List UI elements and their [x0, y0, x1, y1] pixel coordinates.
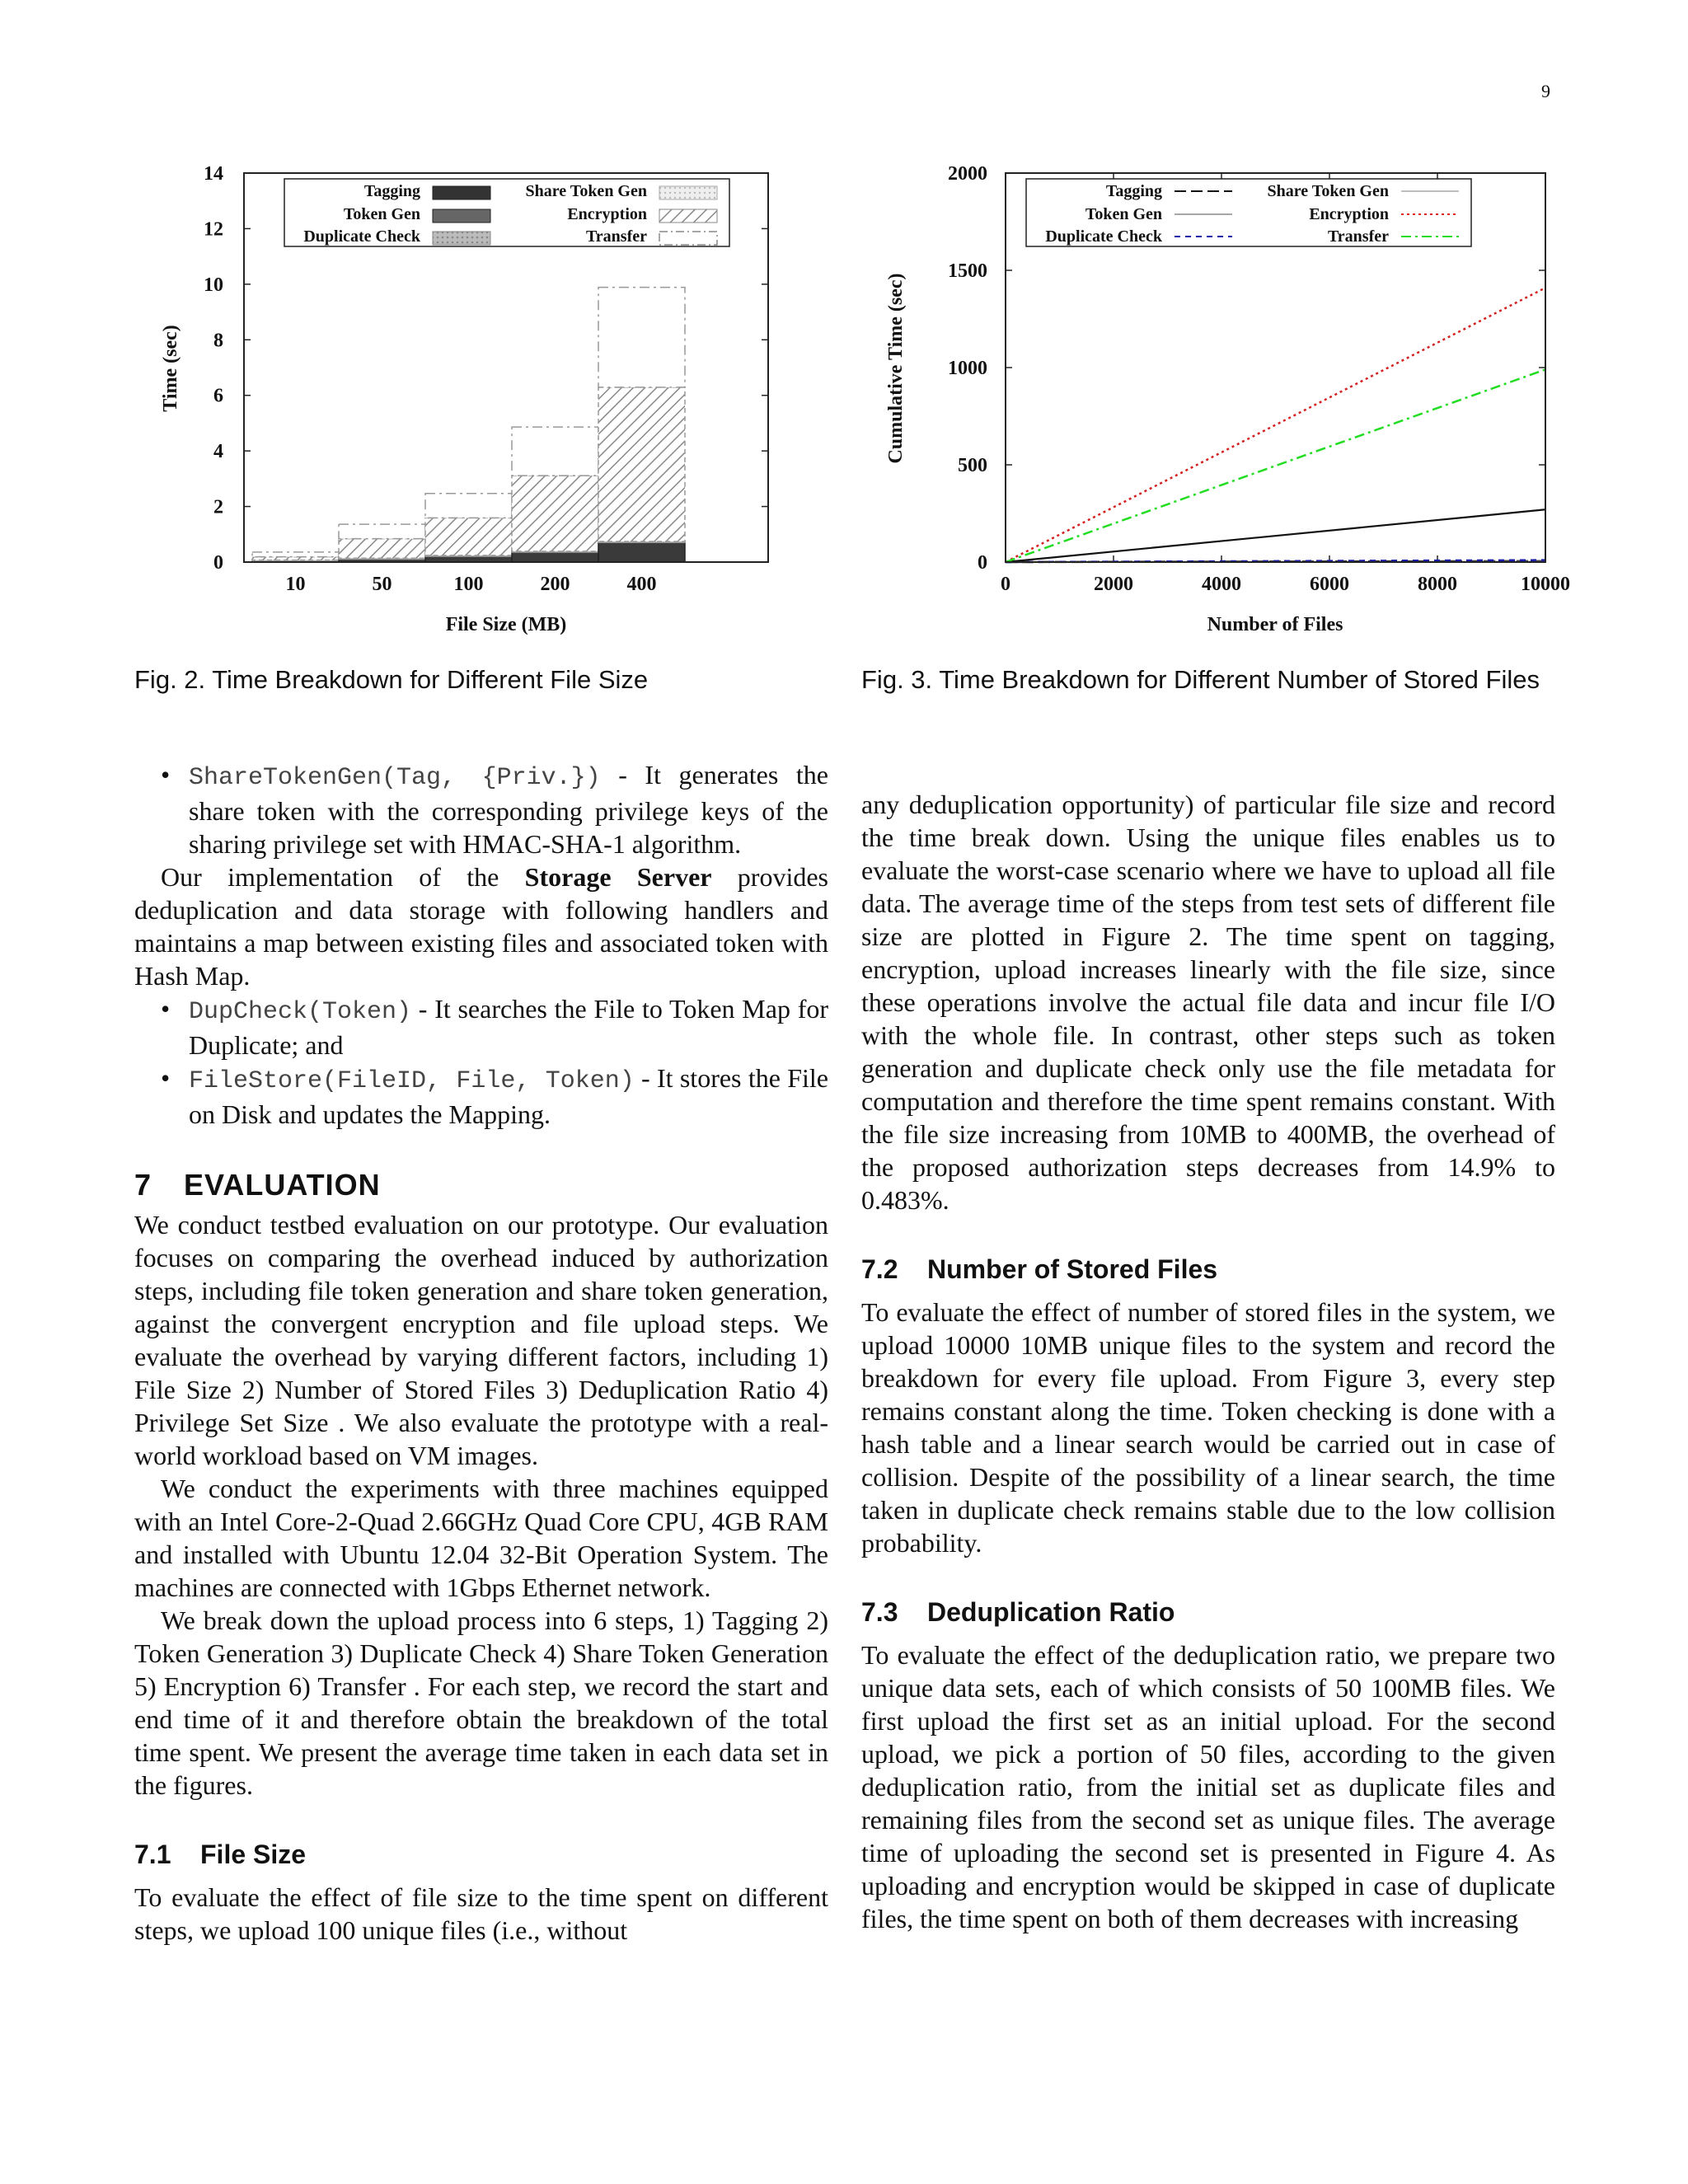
x-tick-label: 10: [285, 574, 306, 595]
subsection-title: File Size: [200, 1840, 307, 1869]
legend-duplicate-check: Duplicate Check: [303, 227, 420, 246]
fig2-caption: Fig. 2. Time Breakdown for Different File Size: [134, 665, 649, 694]
x-tick-label: 100: [453, 574, 484, 595]
fig2-legend: [284, 179, 729, 246]
paragraph: any deduplication opportunity) of particular file size and record the time break down. Using the unique files enables us to evaluate the worst-case scenario where we have to upload all file data. The average time of the steps from test sets of different file size are plotted in Figure 2. The time spent on tagging, encryption, upload increases linearly with the file size, since these operations involve the actual file data and incur file I/O with the whole file. In contrast, other steps such as token generation and duplicate check only use the file metadata for computation and therefore the time spent remains constant. With the file size increasing from 10MB to 400MB, the overhead of the proposed authorization steps decreases from 14.9% to 0.483%.: [861, 790, 1555, 1215]
subsection-heading: [861, 1253, 1555, 1286]
fig2-svg: [148, 161, 791, 647]
paragraph: To evaluate the effect of number of stored files in the system, we upload 10000 10MB unique files to the system and record the breakdown for every file upload. From Figure 3, every step remains constant along the time. Token checking is done with a hash table and a linear search would be carried out in case of collision. Despite of the possibility of a linear search, the time taken in duplicate check remains stable due to the low collision probability.: [861, 1297, 1555, 1558]
figure-3-chart: [874, 161, 1570, 647]
y-tick-label: 500: [958, 455, 987, 476]
bar-segment: [339, 524, 425, 539]
x-tick-label: 400: [626, 574, 657, 595]
bar-segment: [252, 552, 339, 557]
x-tick-label: 10000: [1521, 574, 1570, 595]
y-tick-label: 0: [978, 552, 987, 574]
y-tick-label: 2000: [948, 163, 987, 185]
legend-tagging: Tagging: [1105, 182, 1162, 200]
right-column: [861, 788, 1555, 1935]
legend-swatch-tagging: [433, 186, 490, 199]
fig2-xlabel: File Size (MB): [445, 614, 567, 635]
legend-swatch-share-token-gen: [659, 186, 717, 199]
bullet-text: - It searches the File to Token Map for Duplicate; and: [189, 994, 828, 1060]
subsection-number: 7.3: [861, 1597, 898, 1627]
bullet-text: - It generates the share token with the corresponding privilege keys of the sharing privilege set with HMAC-SHA-1 algorithm.: [189, 760, 828, 859]
fig3-svg: [874, 161, 1570, 647]
y-tick-label: 0: [213, 552, 223, 574]
y-tick-label: 1000: [948, 358, 987, 379]
code-share-token-gen: ShareTokenGen(Tag, {Priv.}): [189, 764, 601, 792]
subsection-heading: [134, 1838, 828, 1871]
x-tick-label: 8000: [1418, 574, 1457, 595]
subsection-heading: [861, 1596, 1555, 1629]
subsection-title: Number of Stored Files: [927, 1254, 1218, 1284]
bullet-list-1: [134, 758, 828, 860]
bar-segment: [512, 427, 598, 476]
list-item: [134, 1062, 828, 1131]
bar-segment: [339, 539, 425, 559]
y-tick-label: 14: [204, 163, 223, 185]
paragraph-text: Our implementation of the: [161, 862, 525, 892]
legend-transfer: Transfer: [585, 227, 647, 246]
legend-swatch-token-gen: [433, 209, 490, 223]
section-title: EVALUATION: [184, 1168, 381, 1202]
x-tick-label: 2000: [1094, 574, 1133, 595]
bar-segment: [425, 494, 512, 518]
bold-term: Storage Server: [524, 862, 712, 892]
paragraph-text: provides deduplication and data storage with following handlers and maintains a map between existing files and associated token with Hash Map.: [134, 862, 828, 991]
legend-swatch-transfer: [659, 232, 717, 245]
left-column: [134, 758, 828, 1947]
section-number: 7: [134, 1168, 152, 1202]
bar-segment: [425, 518, 512, 555]
legend-swatch-encryption: [659, 209, 717, 223]
legend-token-gen: Token Gen: [343, 205, 420, 223]
paragraph: To evaluate the effect of file size to the time spent on different steps, we upload 100 unique files (i.e., without: [134, 1882, 828, 1945]
series-line-encryption: [1006, 288, 1545, 562]
x-tick-label: 4000: [1202, 574, 1241, 595]
bullet-text: - It stores the File on Disk and updates the Mapping.: [189, 1063, 829, 1129]
subsection-number: 7.1: [134, 1840, 171, 1869]
y-tick-label: 4: [213, 441, 223, 463]
fig3-caption: Fig. 3. Time Breakdown for Different Number of Stored Files: [861, 665, 1540, 694]
paragraph: We conduct testbed evaluation on our prototype. Our evaluation focuses on comparing the overhead induced by authorization steps, including file token generation and share token generation, against the convergent encryption and file upload steps. We evaluate the overhead by varying different factors, including 1) File Size 2) Number of Stored Files 3) Deduplication Ratio 4) Privilege Set Size . We also evaluate the prototype with a real-world workload based on VM images.: [134, 1210, 828, 1470]
y-tick-label: 8: [213, 330, 223, 352]
paragraph: We conduct the experiments with three machines equipped with an Intel Core-2-Quad 2.66GHz Quad Core CPU, 4GB RAM and installed with Ubuntu 12.04 32-Bit Operation System. The machines are connected with 1Gbps Ethernet network.: [134, 1474, 828, 1602]
series-line-share-token-gen: [1006, 509, 1545, 562]
code-file-store: FileStore(FileID, File, Token): [189, 1067, 635, 1095]
bar-segment: [512, 552, 598, 562]
paragraph: To evaluate the effect of the deduplication ratio, we prepare two unique data sets, each of which consists of 50 100MB files. We first upload the first set as an initial upload. For the second upload, we pick a portion of 50 files, according to the given deduplication ratio, from the initial set as duplicate files and remaining files from the second set as unique files. The average time of uploading the second set is presented in Figure 4. As uploading and encryption would be skipped in case of duplicate files, the time spent on both of them decreases with increasing: [861, 1640, 1555, 1933]
legend-token-gen: Token Gen: [1085, 205, 1162, 223]
fig3-xlabel: Number of Files: [1207, 614, 1343, 635]
fig3-ylabel: Cumulative Time (sec): [885, 273, 907, 464]
legend-transfer: Transfer: [1327, 227, 1389, 246]
subsection-title: Deduplication Ratio: [927, 1597, 1175, 1627]
bar-segment: [598, 387, 685, 541]
y-tick-label: 2: [213, 496, 223, 518]
bar-segment: [598, 288, 685, 387]
legend-share-token-gen: Share Token Gen: [1267, 182, 1389, 200]
legend-encryption: Encryption: [1309, 205, 1389, 223]
x-tick-label: 200: [540, 574, 570, 595]
paragraph: We break down the upload process into 6 steps, 1) Tagging 2) Token Generation 3) Duplicate Check 4) Share Token Generation 5) Encryption 6) Transfer . For each step, we record the start and end time of it and therefore obtain the breakdown of the total time spent. We present the average time taken in each data set in the figures.: [134, 1605, 828, 1800]
series-line-transfer: [1006, 369, 1545, 562]
list-item: [134, 992, 828, 1062]
y-tick-label: 1500: [948, 260, 987, 282]
x-tick-label: 6000: [1310, 574, 1349, 595]
legend-duplicate-check: Duplicate Check: [1045, 227, 1162, 246]
legend-encryption: Encryption: [567, 205, 647, 223]
bar-segment: [425, 556, 512, 562]
legend-tagging: Tagging: [363, 182, 420, 200]
fig2-ylabel: Time (sec): [160, 325, 181, 412]
y-tick-label: 10: [204, 274, 223, 296]
fig3-legend: [1026, 179, 1471, 246]
legend-swatch-duplicate-check: [433, 232, 490, 245]
figure-2-chart: [148, 161, 791, 647]
bar-segment: [512, 476, 598, 551]
bar-segment: [598, 542, 685, 562]
y-tick-label: 12: [204, 218, 223, 241]
x-tick-label: 50: [372, 574, 392, 595]
x-tick-label: 0: [1001, 574, 1010, 595]
code-dup-check: DupCheck(Token): [189, 998, 412, 1026]
bullet-list-2: [134, 992, 828, 1131]
page-number: 9: [1541, 81, 1550, 101]
subsection-number: 7.2: [861, 1254, 898, 1284]
y-tick-label: 6: [213, 385, 223, 407]
list-item: [134, 758, 828, 860]
legend-share-token-gen: Share Token Gen: [525, 182, 647, 200]
section-heading: [134, 1167, 828, 1203]
paragraph: [134, 860, 828, 992]
